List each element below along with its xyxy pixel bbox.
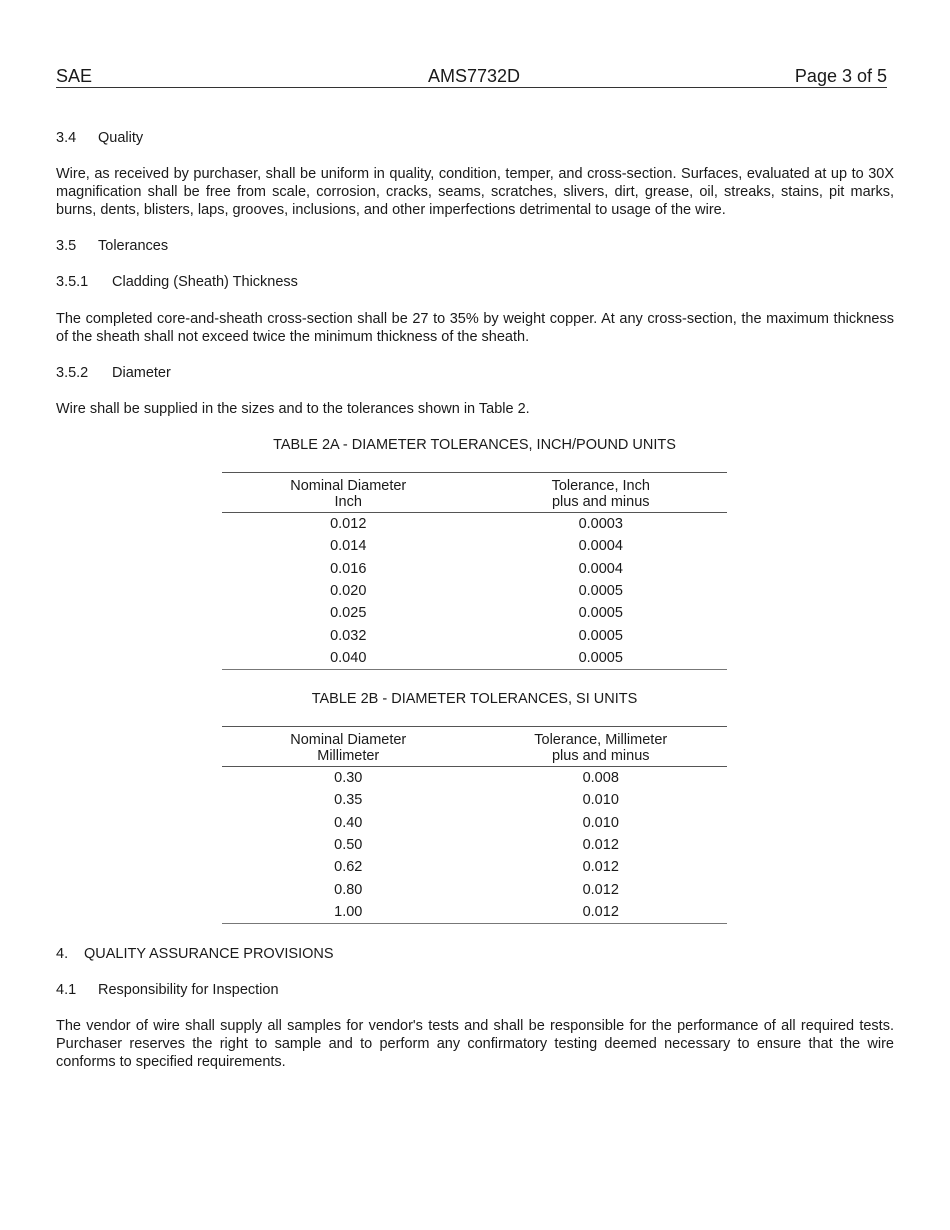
table-row bbox=[222, 624, 727, 646]
section-title: Responsibility for Inspection bbox=[98, 982, 279, 998]
nominal-diameter-cell: 0.040 bbox=[222, 647, 475, 670]
table-row bbox=[222, 834, 727, 856]
nominal-diameter-cell: 0.014 bbox=[330, 538, 367, 555]
section-number: 4. bbox=[56, 946, 69, 962]
table-row bbox=[222, 580, 727, 602]
section-3-4-heading bbox=[56, 129, 894, 147]
table-2a-title: TABLE 2A - DIAMETER TOLERANCES, INCH/POUND UNITS bbox=[273, 437, 676, 453]
tolerance-cell: 0.008 bbox=[582, 770, 619, 787]
tolerance-cell: 0.012 bbox=[475, 901, 728, 924]
section-3-4-body: Wire, as received by purchaser, shall be uniform in quality, condition, temper, and cross-section. Surfaces, evaluated at up to 30X magnification shall be free from scale, corrosion, cracks, seams, scratches, slivers, dirt, grease, oil, streaks, stains, pit marks, burns, dents, blisters, laps, grooves, inclusions, and other imperfections detrimental to usage of the wire. bbox=[56, 166, 894, 218]
section-number: 4.1 bbox=[56, 982, 77, 998]
page-header bbox=[56, 66, 887, 88]
section-3-5-2-body: Wire shall be supplied in the sizes and to the tolerances shown in Table 2. bbox=[56, 401, 530, 417]
section-4-1-heading bbox=[56, 981, 894, 999]
table-header-row bbox=[222, 473, 727, 513]
column-header: Nominal Diameter Millimeter bbox=[222, 727, 475, 767]
table-2b-title: TABLE 2B - DIAMETER TOLERANCES, SI UNITS bbox=[311, 691, 638, 707]
section-number: 3.5 bbox=[56, 238, 77, 254]
header-page-number: Page 3 of 5 bbox=[794, 66, 887, 86]
section-3-5-1-heading bbox=[56, 273, 894, 291]
table-row bbox=[222, 767, 727, 790]
section-title: Quality bbox=[98, 130, 144, 146]
table-row bbox=[222, 558, 727, 580]
section-number: 3.4 bbox=[56, 130, 77, 146]
table-row bbox=[222, 602, 727, 624]
nominal-diameter-cell: 0.62 bbox=[334, 859, 363, 876]
tolerance-cell: 0.012 bbox=[582, 837, 619, 854]
tolerance-cell: 0.0005 bbox=[578, 605, 623, 622]
table-row bbox=[222, 812, 727, 834]
table-2a bbox=[222, 472, 727, 670]
section-3-5-heading bbox=[56, 237, 894, 255]
section-4-heading bbox=[56, 945, 894, 963]
nominal-diameter-cell: 0.016 bbox=[330, 560, 367, 577]
nominal-diameter-cell: 0.020 bbox=[330, 583, 367, 600]
nominal-diameter-cell: 1.00 bbox=[222, 901, 475, 924]
tolerance-cell: 0.0005 bbox=[578, 583, 623, 600]
table-row bbox=[222, 878, 727, 900]
section-title: Diameter bbox=[112, 365, 171, 381]
section-3-5-1-body: The completed core-and-sheath cross-section shall be 27 to 35% by weight copper. At any cross-section, the maximum thickness of the sheath shall not exceed twice the minimum thickness of the sheath. bbox=[56, 311, 894, 345]
nominal-diameter-cell: 0.012 bbox=[330, 516, 367, 533]
nominal-diameter-cell: 0.80 bbox=[334, 881, 363, 898]
nominal-diameter-cell: 0.30 bbox=[334, 770, 363, 787]
table-row bbox=[222, 647, 727, 670]
tolerance-cell: 0.0003 bbox=[578, 516, 623, 533]
table-row bbox=[222, 513, 727, 536]
nominal-diameter-cell: 0.025 bbox=[330, 605, 367, 622]
table-row bbox=[222, 789, 727, 811]
tolerance-cell: 0.0005 bbox=[475, 647, 728, 670]
table-header-row bbox=[222, 727, 727, 767]
nominal-diameter-cell: 0.032 bbox=[330, 627, 367, 644]
section-4-1-body: The vendor of wire shall supply all samples for vendor's tests and shall be responsible for the performance of all required tests. Purchaser reserves the right to sample and to perform any confirmatory testing deemed necessary to ensure that the wire conforms to specified requirements. bbox=[56, 1018, 894, 1070]
tolerance-cell: 0.0005 bbox=[578, 627, 623, 644]
column-header: Tolerance, Inch plus and minus bbox=[475, 473, 728, 513]
section-number: 3.5.2 bbox=[56, 365, 89, 381]
tolerance-cell: 0.0004 bbox=[578, 560, 623, 577]
section-3-5-2-heading bbox=[56, 364, 894, 382]
table-2b bbox=[222, 726, 727, 924]
column-header: Tolerance, Millimeter plus and minus bbox=[475, 727, 728, 767]
tolerance-cell: 0.012 bbox=[582, 881, 619, 898]
table-row bbox=[222, 856, 727, 878]
tolerance-cell: 0.0004 bbox=[578, 538, 623, 555]
nominal-diameter-cell: 0.50 bbox=[334, 837, 363, 854]
header-doc-number: AMS7732D bbox=[428, 66, 521, 86]
header-org: SAE bbox=[56, 66, 93, 86]
table-row bbox=[222, 901, 727, 924]
section-number: 3.5.1 bbox=[56, 274, 89, 290]
section-title: QUALITY ASSURANCE PROVISIONS bbox=[84, 946, 334, 962]
table-row bbox=[222, 535, 727, 557]
tolerance-cell: 0.010 bbox=[582, 814, 619, 831]
tolerance-cell: 0.012 bbox=[582, 859, 619, 876]
column-header: Nominal Diameter Inch bbox=[222, 473, 475, 513]
nominal-diameter-cell: 0.40 bbox=[334, 814, 363, 831]
section-title: Tolerances bbox=[98, 238, 169, 254]
nominal-diameter-cell: 0.35 bbox=[334, 792, 363, 809]
tolerance-cell: 0.010 bbox=[582, 792, 619, 809]
section-title: Cladding (Sheath) Thickness bbox=[112, 274, 298, 290]
